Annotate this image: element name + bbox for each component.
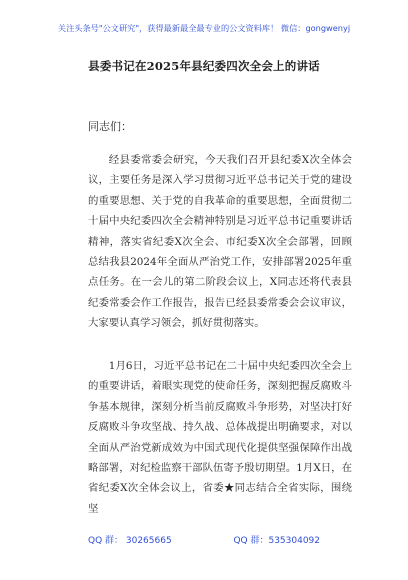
footer bbox=[0, 533, 408, 546]
salutation: 同志们： bbox=[88, 120, 132, 133]
document-title: 县委书记在2025年县纪委四次全会上的讲话 bbox=[88, 59, 320, 73]
header-banner: 关注头条号"公文研究"，获得最新最全最专业的公文资料库！ 微信：gongwenyj bbox=[57, 23, 351, 33]
body-paragraph-1 bbox=[88, 150, 352, 334]
paragraph-text: 经县委常委会研究，今天我们召开县纪委X次全体会议，主要任务是深入学习贯彻习近平总书记关于党的建设的重要思想、关于党的自我革命的重要思想，全面贯彻二十届中央纪委四次全会精神特别是习近平总书记重要讲话精神，落实省纪委X次全会、市纪委X次全会部署，回顾总结我县2024年全面从严治党工作，安排部署2025年重点任务。在一会儿的第二阶段会议上，X同志还将代表县纪委常委会作工作报告，报告已经县委常委会会议审议，大家要认真学习领会，抓好贯彻落实。 bbox=[88, 154, 352, 330]
paragraph-text: 1月6日，习近平总书记在二十届中央纪委四次全会上的重要讲话，着眼实现党的使命任务，深刻把握反腐败斗争基本规律，深刻分析当前反腐败斗争形势，对坚决打好反腐败斗争攻坚战、持久战、总体战提出明确要求，对以全面从严治党新成效为中国式现代化提供坚强保障作出战略部署，对纪检监察干部队伍寄予殷切期望。1月X日，在省纪委X次全体会议上，省委★同志结合全省实际，围绕坚 bbox=[88, 360, 352, 515]
body-paragraph-2 bbox=[88, 356, 352, 519]
footer-qq-left: QQ 群： 30265665 bbox=[87, 536, 172, 546]
footer-qq-right: QQ 群：535304092 bbox=[233, 536, 321, 546]
